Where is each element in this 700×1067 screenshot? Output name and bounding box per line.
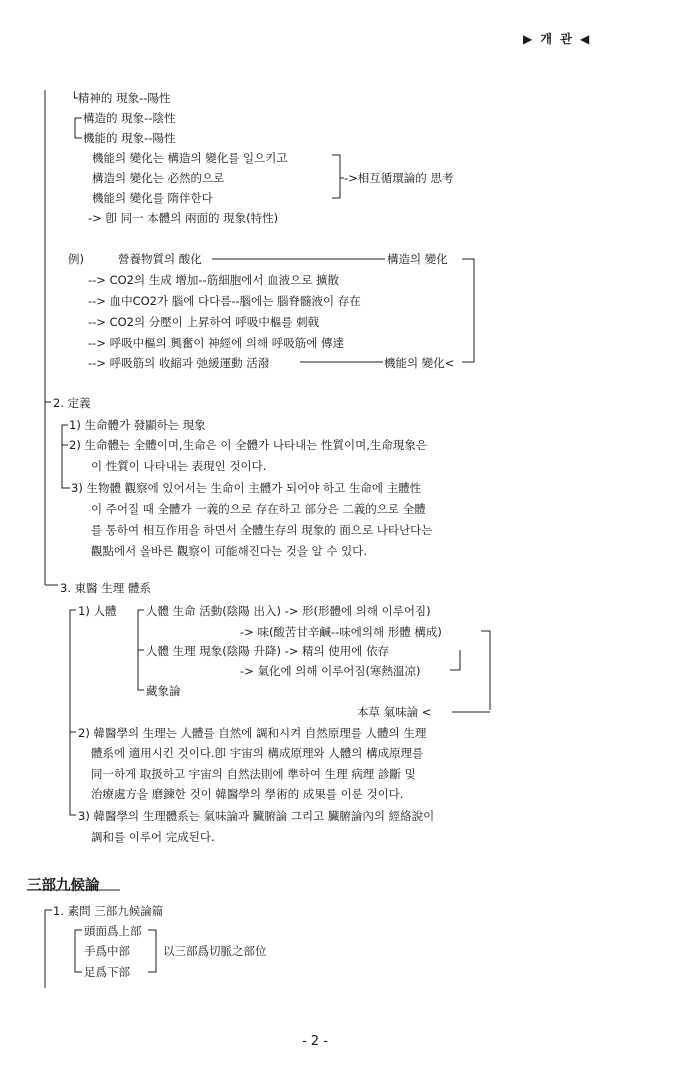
eastern-item-2c: 同一하게 取扱하고 宇宙의 自然法則에 準하여 生理 病理 診斷 및 bbox=[91, 767, 416, 781]
play-right-icon: ▶ bbox=[523, 32, 535, 46]
eastern-item-3b: 調和를 이루어 完成된다. bbox=[91, 830, 215, 844]
example-function-change: 機能의 變化< bbox=[384, 356, 455, 370]
definition-item-2a: 2) 生命體는 全體이며,生命은 이 全體가 나타내는 性質이며,生命現象은 bbox=[69, 438, 427, 452]
page-number: - 2 - bbox=[302, 1034, 328, 1049]
eastern-taste: -> 味(酸苦甘辛鹹--味에의해 形體 構成) bbox=[240, 625, 442, 639]
example-line-2: --> CO2의 生成 增加--筋細胞에서 血液으로 擴散 bbox=[88, 273, 339, 287]
definition-item-1: 1) 生命體가 發顯하는 現象 bbox=[69, 418, 206, 432]
eastern-item-3a: 3) 韓醫學의 生理體系는 氣味論과 臟腑論 그리고 臟腑論內의 經絡說이 bbox=[78, 809, 435, 823]
eastern-life-activity: 人體 生命 活動(陰陽 出入) -> 形(形體에 의해 이루어짐) bbox=[146, 604, 431, 618]
definition-item-3a: 3) 生物體 觀察에 있어서는 生命이 主體가 되어야 하고 生命에 主體性 bbox=[71, 481, 422, 495]
section-middle-part: 手爲中部 bbox=[84, 944, 130, 958]
example-structure-change: 構造의 變化 bbox=[387, 252, 448, 266]
definition-heading: 2. 定義 bbox=[53, 396, 91, 410]
example-label: 例) bbox=[68, 252, 84, 266]
section-upper-part: 頭面爲上部 bbox=[84, 924, 142, 938]
eastern-qi-transformation: -> 氣化에 의해 이루어짐(寒熱溫凉) bbox=[240, 664, 421, 678]
eastern-item-2b: 體系에 適用시킨 것이다.卽 宇宙의 構成原理와 人體의 構成原理를 bbox=[91, 746, 424, 760]
example-line-3: --> 血中CO2가 腦에 다다름--腦에는 腦脊髓液이 存在 bbox=[88, 294, 361, 308]
eastern-heading: 3. 東醫 生理 體系 bbox=[60, 581, 151, 595]
section-pulse-note: 以三部爲切脈之部位 bbox=[163, 944, 267, 958]
line-spiritual-phenomenon: └精神的 現象--陽性 bbox=[71, 91, 171, 105]
play-left-icon: ◀ bbox=[579, 32, 592, 46]
eastern-zangxiang-theory: 藏象論 bbox=[146, 684, 181, 698]
line-structure-change: 構造의 變化는 必然的으로 bbox=[92, 171, 225, 185]
eastern-herb-theory: 本草 氣味論 < bbox=[357, 705, 432, 719]
mutual-circulation-label: ->相互循環論的 思考 bbox=[344, 171, 454, 185]
definition-item-3c: 를 통하여 相互作用을 하면서 全體生存의 現象的 面으로 나타난다는 bbox=[91, 523, 433, 537]
section-lower-part: 足爲下部 bbox=[84, 965, 130, 979]
header-title: 개 관 bbox=[540, 32, 574, 46]
eastern-physiology-phenomenon: 人體 生理 現象(陰陽 升降) -> 精의 使用에 依存 bbox=[146, 644, 390, 658]
eastern-item-1-label: 1) 人體 bbox=[78, 604, 117, 618]
line-functional-phenomenon: 機能的 現象--陽性 bbox=[83, 131, 176, 145]
line-same-entity: -> 卽 同一 本體의 兩面的 現象(特性) bbox=[88, 211, 279, 225]
definition-item-3d: 觀點에서 올바른 觀察이 可能해진다는 것을 알 수 있다. bbox=[91, 544, 367, 558]
line-structural-phenomenon: 構造的 現象--陰性 bbox=[83, 111, 176, 125]
section-item-1: 1. 素問 三部九候論篇 bbox=[53, 904, 164, 918]
eastern-item-2d: 治療處方을 磨鍊한 것이 韓醫學의 學術的 成果를 이룬 것이다. bbox=[91, 787, 404, 801]
example-line-1: 營養物質의 酸化 bbox=[118, 252, 202, 266]
definition-item-2b: 이 性質이 나타내는 表現인 것이다. bbox=[91, 459, 267, 473]
line-accompany: 機能의 變化를 隋伴한다 bbox=[92, 191, 213, 205]
example-line-6: --> 呼吸筋의 收縮과 弛緩運動 活潑 bbox=[88, 356, 270, 370]
example-line-5: --> 呼吸中樞의 興奮이 神經에 의해 呼吸筋에 傳達 bbox=[88, 336, 345, 350]
example-line-4: --> CO2의 分壓이 上昇하여 呼吸中樞를 刺戟 bbox=[88, 315, 320, 329]
definition-item-3b: 이 주어질 때 全體가 一義的으로 存在하고 部分은 二義的으로 全體 bbox=[91, 502, 426, 516]
section-title: 三部九候論 bbox=[27, 878, 100, 894]
eastern-item-2a: 2) 韓醫學의 生理는 人體를 自然에 調和시켜 自然原理를 人體의 生理 bbox=[78, 726, 427, 740]
line-function-change: 機能의 變化는 構造의 變化를 일으키고 bbox=[92, 151, 288, 165]
